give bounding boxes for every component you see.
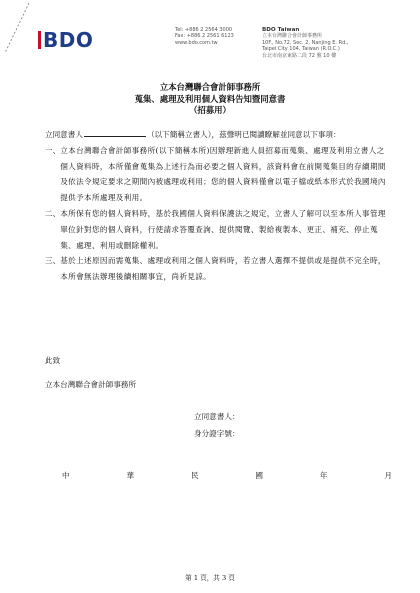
clause-number: 一、 [45,145,61,155]
title-line-2: 蒐集、處理及利用個人資料告知暨同意書 [134,93,286,104]
clause-3 [45,253,390,285]
office-address-en-2: Taipei City 104, Taiwan (R.O.C.) [262,46,340,53]
date-char: 中 [62,471,70,480]
contact-info [175,27,234,46]
closing-word: 此致 [45,356,61,365]
intro-prefix: 立同意書人 [45,130,83,139]
date-row [62,470,392,481]
page-footer: 第 1 頁，共 3 頁 [185,574,235,582]
logo-bar [38,31,41,49]
signer-name-blank[interactable] [84,127,146,137]
closing-recipient: 立本台灣聯合會計師事務所 [45,380,137,389]
logo-text: BDO [43,28,94,52]
date-char: 月 [384,471,392,480]
date-char: 民 [190,471,199,480]
intro-suffix: （以下簡稱立書人），茲聲明已閱讀瞭解並同意以下事項： [146,130,341,139]
bdo-logo [38,28,93,52]
signature-block [194,408,240,442]
clause-text: 立本台灣聯合會計師事務所(以下簡稱本所)因辦理新進人員招募而蒐集、處理及利用立書人之個人資料時，本所僅會蒐集為上述行為而必要之個人資料，該資料會在前開蒐集目的存續期間及依法令規定要求之期間內被處理或利用；您的個人資料僅會以電子檔或紙本形式於我國境內提供予本所處理及利用。 [60,145,386,203]
consent-body [45,127,390,285]
office-name: BDO Taiwan [262,27,300,33]
closing [45,355,136,403]
clause-number: 二、 [45,208,61,218]
office-address [262,27,348,59]
clause-text: 基於上述原因而需蒐集、處理或利用之個人資料時，若立書人選擇不提供或是提供不完全時，本所會無法辦理後續相關事宜，尚祈見諒。 [60,256,386,282]
office-address-en-1: 10F., No.72, Sec. 2, Nanjing E. Rd., [262,39,349,46]
office-address-zh: 台北市南京東路二段 72 號 10 樓 [262,52,337,59]
office-name-zh: 立本台灣聯合會計師事務所 [262,33,323,40]
date-char: 華 [126,471,135,480]
id-number-label: 身分證字號： [194,429,240,438]
date-char: 年 [319,471,328,480]
title-line-3: （招募用） [189,105,231,115]
clause-text: 本所保有您的個人資料時，基於我國個人資料保護法之規定，立書人了解可以至本所人事管理單位針對您的個人資料，行使請求答覆查詢、提供閱覽、製給複製本、更正、補充、停止蒐集、處理、利用或刪除權利。 [60,208,386,250]
contact-web: www.bdo.com.tw [175,39,218,46]
clause-2 [45,206,390,253]
document-title [0,82,420,117]
contact-tel: Tel: +886 2 2564 3000 [175,27,233,33]
date-char: 國 [255,471,263,480]
intro-paragraph [45,127,390,143]
clause-number: 三、 [45,256,61,266]
title-line-1: 立本台灣聯合會計師事務所 [159,82,261,92]
corner-dashed-line [4,2,30,54]
clause-1 [45,143,390,206]
signer-label: 立同意書人： [194,412,240,421]
contact-fax: Fax: +886 2 2561 6123 [175,33,234,40]
